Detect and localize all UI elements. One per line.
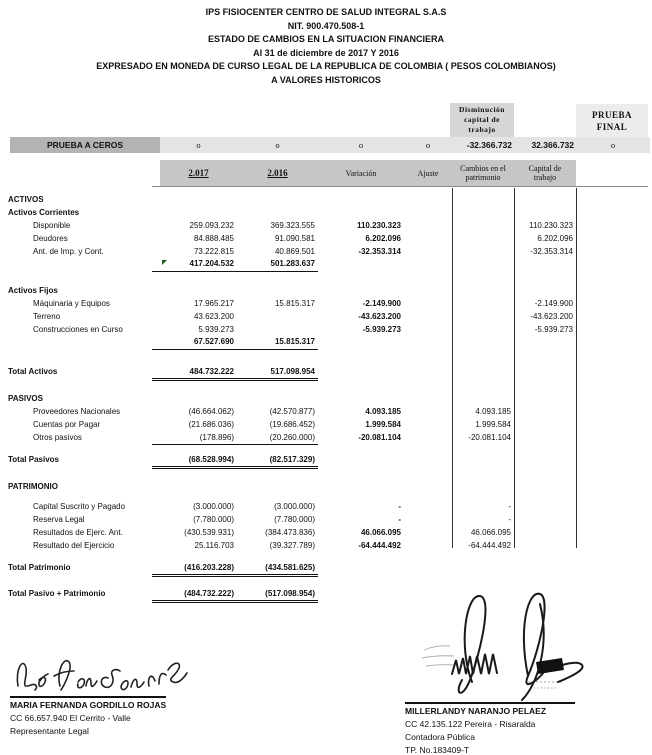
disminucion-capital-header: Disminución capital de trabajo [450,103,514,137]
cell-col0: (46.664.062) [188,407,234,416]
cell-col2: - [398,515,401,524]
cell-col3 [404,539,452,552]
cell-col6 [576,418,650,431]
row-disponible [8,219,650,232]
cell-col0: (484.732.222) [152,588,237,603]
column-header-1: 2.016 [267,167,288,178]
cell-col0: (430.539.931) [184,528,234,537]
signature-line-right [405,702,575,704]
cell-col2: -64.444.492 [358,541,401,550]
basis-line: A VALORES HISTORICOS [271,74,381,85]
signer-id-right: CC 42.135.122 Pereira - Risaralda [405,719,536,729]
row-label: Terreno [33,312,61,321]
cell-col6 [576,431,650,445]
cell-col1 [237,323,318,336]
statement-table [8,193,650,602]
prueba-value-2: o [358,140,364,150]
row-label: Máquinaria y Equipos [33,299,110,308]
cell-col5: -2.149.900 [534,299,573,308]
prueba-value-4: -32.366.732 [466,140,512,150]
column-header-5: Capital de trabajo [528,164,562,182]
cell-col0: 5.939.273 [198,325,234,334]
cell-col0: (416.203.228) [152,562,237,577]
cell-col2: 6.202.096 [365,234,401,243]
cell-col5: 110.230.323 [529,221,573,230]
prueba-band [160,137,650,153]
row-resultados-de-ejerc-ant- [8,526,650,539]
cell-col3 [404,258,452,272]
cell-col5 [514,392,576,405]
signer-role-right: Contadora Pública [405,732,475,742]
cell-col5 [514,258,576,272]
cell-col4 [452,245,514,258]
cell-col1: (20.260.000) [237,431,318,445]
cell-col3 [404,562,452,577]
row-label [8,258,152,272]
cell-col4 [452,258,514,272]
prueba-value-5: 32.366.732 [531,140,574,150]
cell-col1: 15.815.317 [274,299,315,308]
cell-col0: (7.780.000) [193,515,234,524]
cell-col4: - [508,502,511,511]
prueba-value-1: o [275,140,280,150]
cell-col3 [404,310,452,323]
cell-col6 [576,336,650,350]
signature-block-right [405,705,546,755]
signer-name-left: MARIA FERNANDA GORDILLO ROJAS [10,700,167,710]
row-label: Construcciones en Curso [33,325,123,334]
cell-col2: -43.623.200 [358,312,401,321]
cell-col2 [318,392,404,405]
cell-col6 [576,206,650,219]
cell-col1: (517.098.954) [237,588,318,603]
cell-col2 [318,284,404,297]
row-label: PATRIMONIO [8,482,58,491]
cell-col4 [452,366,514,381]
cell-col0: 259.093.232 [189,221,234,230]
cell-col0: 84.888.485 [193,234,234,243]
cell-col6 [576,513,650,526]
cell-col3 [404,336,452,350]
cell-col1: 91.090.581 [274,234,315,243]
header-band-rule [152,186,648,187]
cell-col2 [318,588,404,603]
row-label: Total Pasivo + Patrimonio [8,589,106,598]
cell-col2 [318,258,404,272]
cell-col6 [576,500,650,513]
row-capital-suscrito-y-pagado [8,500,650,513]
cell-col2: -5.939.273 [362,325,401,334]
signature-left-handwriting [8,642,198,694]
cell-col5: -43.623.200 [530,312,573,321]
cell-col1 [237,392,318,405]
cell-col2: 110.230.323 [356,221,401,230]
cell-col3 [404,219,452,232]
cell-col3 [404,500,452,513]
cell-col4: 1.999.584 [475,420,511,429]
cell-col6 [576,562,650,577]
date-line: Al 31 de diciembre de 2017 Y 2016 [253,47,399,58]
cell-col6 [576,366,650,381]
cell-col0: (68.528.994) [152,454,237,469]
cell-col0: (3.000.000) [193,502,234,511]
cell-col4 [452,206,514,219]
cell-col6 [576,232,650,245]
row-label: Activos Corrientes [8,208,80,217]
cell-col1 [237,310,318,323]
currency-line: EXPRESADO EN MONEDA DE CURSO LEGAL DE LA REPUBLICA DE COLOMBIA ( PESOS COLOMBIANOS) [96,61,556,71]
cell-col0: 484.732.222 [152,366,237,381]
row-gap [8,380,650,392]
cell-col1: (42.570.877) [269,407,315,416]
cell-col0: 25.116.703 [194,541,234,550]
column-header-3: Ajuste [417,168,439,178]
cell-col6 [576,193,650,206]
excel-error-marker-icon [162,260,167,265]
cell-col4 [452,232,514,245]
row-activos-fijos [8,284,650,297]
cell-col0 [152,284,237,297]
row-activos [8,193,650,206]
cell-col0: 43.623.200 [193,312,234,321]
cell-col5 [514,206,576,219]
cell-col6 [576,310,650,323]
row-label: Total Pasivos [8,455,59,464]
cell-col0: 417.204.532 [152,258,237,272]
cell-col1: 40.869.501 [274,247,315,256]
cell-col5 [514,366,576,381]
cell-col4: - [508,515,511,524]
row-label: Activos Fijos [8,286,58,295]
row-total-activos [8,366,650,380]
cell-col3 [404,284,452,297]
cell-col5 [514,539,576,552]
cell-col1 [237,206,318,219]
row-label: Deudores [33,234,68,243]
cell-col0: 67.527.690 [152,336,237,350]
row-reserva-legal [8,513,650,526]
signature-block-left [10,699,166,738]
row-proveedores-nacionales [8,405,650,418]
cell-col1: 517.098.954 [237,366,318,381]
cell-col4: -64.444.492 [468,541,511,550]
column-header-4: Cambios en el patrimonio [460,164,506,182]
row-gap [8,468,650,480]
cell-col4: 4.093.185 [475,407,511,416]
cell-col0: 73.222.815 [193,247,234,256]
row-ant-de-imp-y-cont- [8,245,650,258]
row-label: Total Patrimonio [8,563,71,572]
cell-col2 [318,193,404,206]
cell-col6 [576,392,650,405]
cell-col4 [452,392,514,405]
row-patrimonio [8,480,650,493]
prueba-final-header: PRUEBA FINAL [576,104,648,137]
cell-col2 [318,480,404,493]
cell-col1 [237,480,318,493]
signer-tp-right: TP. No.183409-T [405,745,470,755]
cell-col3 [404,513,452,526]
cell-col1: (39.327.789) [269,541,315,550]
cell-col3 [404,297,452,310]
cell-col6 [576,258,650,272]
cell-col6 [576,454,650,469]
cell-col4: -20.081.104 [468,433,511,442]
row-label: Cuentas por Pagar [33,420,101,429]
cell-col4 [452,193,514,206]
row-subtotal [8,336,650,350]
row-label: Resultados de Ejerc. Ant. [33,528,123,537]
cell-col0 [152,193,237,206]
cell-col1: 369.323.555 [270,221,315,230]
cell-col3 [404,454,452,469]
cell-col2: -20.081.104 [358,433,401,442]
cell-col1: (82.517.329) [237,454,318,469]
cell-col4 [452,336,514,350]
column-header-0: 2.017 [188,167,209,178]
cell-col4: 46.066.095 [470,528,511,537]
cell-col1: 15.815.317 [237,336,318,350]
row-m-quinaria-y-equipos [8,297,650,310]
prueba-value-3: o [425,140,431,150]
cell-col5 [514,513,576,526]
prueba-value-6: o [610,140,616,150]
cell-col0 [152,206,237,219]
cell-col2: 46.066.095 [360,528,401,537]
nit-line: NIT. 900.470.508-1 [287,20,365,31]
cell-col0 [152,480,237,493]
cell-col3 [404,526,452,539]
cell-col5 [514,431,576,445]
cell-col4 [452,454,514,469]
row-label: Otros pasivos [33,433,82,442]
cell-col5: 6.202.096 [537,234,573,243]
row-total-patrimonio [8,562,650,576]
cell-col1: (3.000.000) [274,502,315,511]
cell-col1: (384.473.836) [265,528,315,537]
cell-col3 [404,431,452,445]
cell-col2 [318,206,404,219]
cell-col2: 4.093.185 [365,407,401,416]
row-subtotal [8,258,650,272]
row-deudores [8,232,650,245]
cell-col3 [404,405,452,418]
cell-col6 [576,245,650,258]
cell-col2: - [398,502,401,511]
cell-col4 [452,323,514,336]
cell-col2: 1.999.584 [365,420,401,429]
cell-col3 [404,480,452,493]
row-label: Total Activos [8,367,58,376]
cell-col3 [404,232,452,245]
row-label: ACTIVOS [8,195,44,204]
row-activos-corrientes [8,206,650,219]
cell-col0 [152,392,237,405]
row-label: Proveedores Nacionales [33,407,121,416]
cell-col6 [576,539,650,552]
cell-col5 [514,500,576,513]
row-label: Ant. de Imp. y Cont. [33,247,104,256]
cell-col6 [576,480,650,493]
cell-col1: (19.686.452) [269,420,315,429]
prueba-value-0: o [196,140,201,150]
cell-col4 [452,297,514,310]
cell-col5 [514,405,576,418]
cell-col5 [514,193,576,206]
cell-col1 [237,284,318,297]
column-header-2: Variación [345,168,377,178]
row-label: Disponible [33,221,71,230]
row-gap [8,272,650,284]
cell-col6 [576,297,650,310]
cell-col3 [404,206,452,219]
cell-col4 [452,310,514,323]
row-gap [8,444,650,454]
row-pasivos [8,392,650,405]
cell-col3 [404,366,452,381]
row-label: PASIVOS [8,394,43,403]
signer-id-left: CC 66.657.940 El Cerrito - Valle [10,713,131,723]
row-total-pasivos [8,454,650,468]
cell-col5: -5.939.273 [534,325,573,334]
cell-col3 [404,193,452,206]
cell-col0: 17.965.217 [193,299,234,308]
cell-col3 [404,392,452,405]
cell-col3 [404,323,452,336]
cell-col5 [514,454,576,469]
company-name: IPS FISIOCENTER CENTRO DE SALUD INTEGRAL S.A.S [205,7,447,17]
cell-col5 [514,418,576,431]
row-resultado-del-ejercicio [8,539,650,552]
cell-col0: (178.896) [152,431,237,445]
row-construcciones-en-curso [8,323,650,336]
cell-col6 [576,323,650,336]
cell-col1 [237,193,318,206]
row-label: Resultado del Ejercicio [33,541,115,550]
row-label: Capital Suscrito y Pagado [33,502,126,511]
cell-col2 [318,454,404,469]
row-label: Reserva Legal [33,515,85,524]
cell-col5 [514,284,576,297]
cell-col5: -32.353.314 [530,247,573,256]
cell-col6 [576,284,650,297]
row-terreno [8,310,650,323]
cell-col2: -32.353.314 [358,247,401,256]
cell-col1: (434.581.625) [237,562,318,577]
cell-col5 [514,336,576,350]
cell-col2 [318,336,404,350]
row-gap [8,493,650,500]
row-otros-pasivos [8,431,650,444]
signature-right-handwriting [410,586,600,702]
cell-col6 [576,405,650,418]
signer-name-right: MILLERLANDY NARANJO PELAEZ [405,706,547,716]
cell-col5 [514,480,576,493]
signer-role-left: Representante Legal [10,726,89,736]
cell-col4 [452,284,514,297]
row-cuentas-por-pagar [8,418,650,431]
cell-col2 [318,562,404,577]
cell-col5 [514,562,576,577]
row-label [8,336,152,350]
signature-line-left [10,696,166,698]
cell-col6 [576,219,650,232]
cell-col2: -2.149.900 [362,299,401,308]
cell-col2 [318,366,404,381]
cell-col0: (21.686.036) [188,420,234,429]
cell-col1: (7.780.000) [274,515,315,524]
cell-col4 [452,562,514,577]
cell-col5 [514,526,576,539]
cell-col4 [452,219,514,232]
row-gap [8,350,650,366]
cell-col3 [404,418,452,431]
column-header-band [160,160,576,186]
statement-title: ESTADO DE CAMBIOS EN LA SITUACION FINANCIERA [207,34,444,44]
cell-col1: 501.283.637 [237,258,318,272]
cell-col4 [452,480,514,493]
row-gap [8,552,650,562]
doc-header [0,6,652,87]
prueba-a-ceros-label: PRUEBA A CEROS [10,137,160,153]
cell-col6 [576,526,650,539]
cell-col3 [404,245,452,258]
